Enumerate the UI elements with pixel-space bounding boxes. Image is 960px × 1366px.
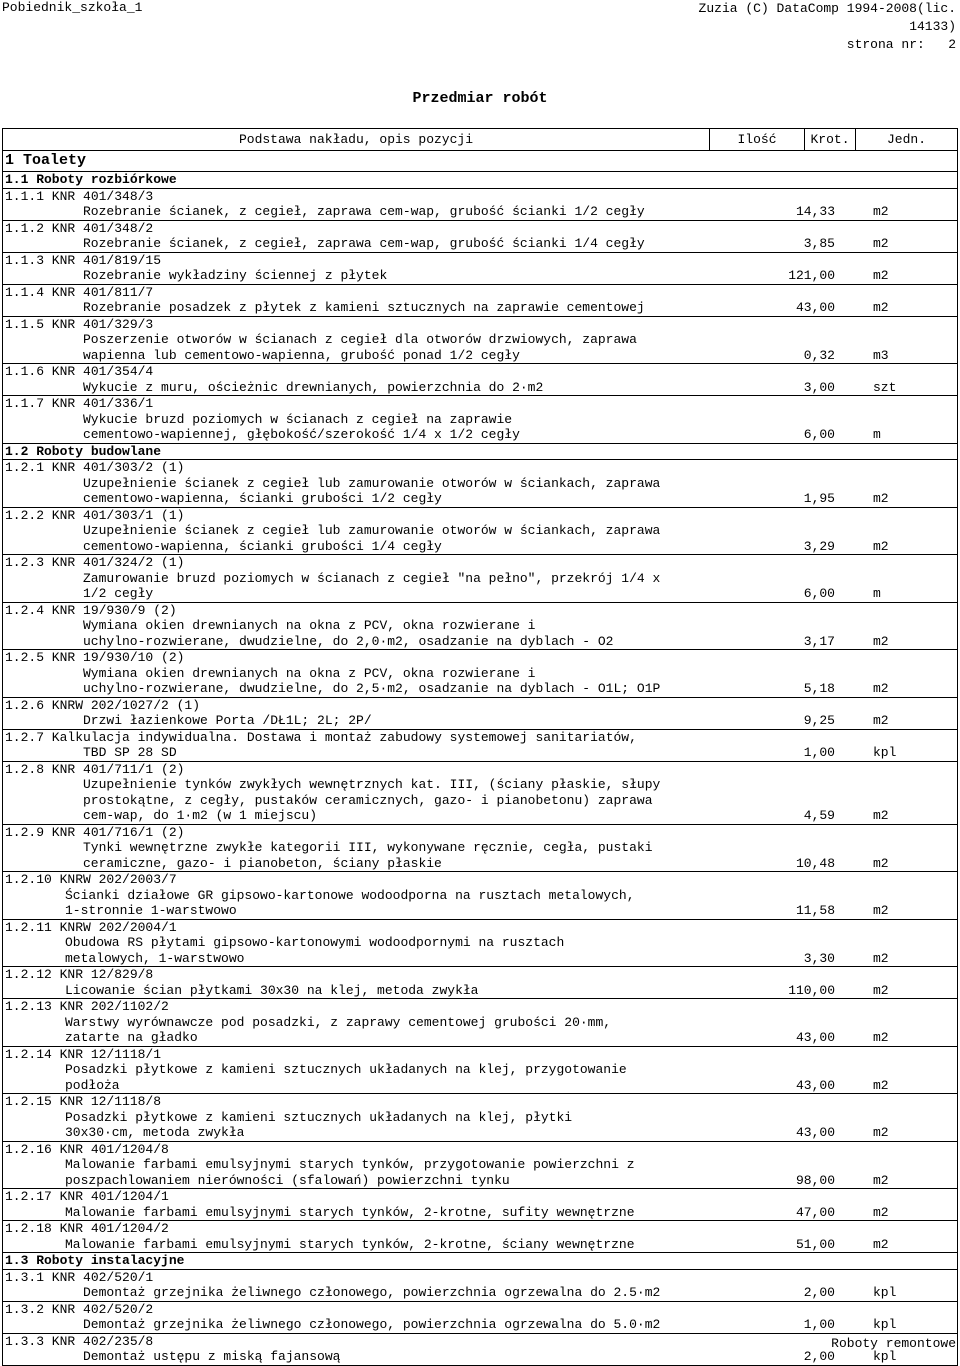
table-row [3, 396, 957, 444]
table-row [3, 1142, 957, 1190]
table-row [3, 1189, 957, 1221]
software-info: Zuzia (C) DataComp 1994-2008(lic. [698, 1, 956, 16]
item-description: Obudowa RS płytami gipsowo-kartonowymi wodoodpornymi na rusztach metalowych, 1-warstwowo [65, 935, 565, 966]
item-code: 1.2.18 KNR 401/1204/2 [5, 1221, 169, 1236]
table-row [3, 189, 957, 221]
item-unit: m2 [873, 950, 889, 966]
item-code: 1.2.6 KNRW 202/1027/2 (1) [5, 697, 201, 713]
item-description: Wykucie z muru, ościeżnic drewnianych, powierzchnia do 2·m2 [83, 379, 544, 395]
item-description: Rozebranie wykładziny ściennej z płytek [83, 268, 388, 283]
item-unit: m2 [873, 491, 889, 506]
item-description: Malowanie farbami emulsyjnymi starych tynków, 2-krotne, ściany wewnętrzne [65, 1236, 635, 1252]
item-quantity: 1,00 [803, 1317, 835, 1332]
item-code: 1.2.5 KNR 19/930/10 (2) [5, 650, 185, 665]
item-quantity: 11,58 [795, 903, 835, 918]
item-code: 1.1.4 KNR 401/811/7 [5, 284, 154, 300]
column-description: Podstawa nakładu, opis pozycji [3, 129, 710, 150]
item-unit: m2 [873, 236, 889, 251]
item-description: Uzupełnienie ścianek z cegieł lub zamurowanie otworów w ściankach, zaprawa cementowo-wapienna, ścianki grubości 1/2 cegły [83, 475, 661, 506]
item-code: 1.2.8 KNR 401/711/1 (2) [5, 761, 185, 777]
item-code: 1.2.1 KNR 401/303/2 (1) [5, 460, 185, 475]
item-quantity: 121,00 [788, 268, 835, 283]
item-description: Posadzki płytkowe z kamieni sztucznych układanych na klej, przygotowanie podłoża [65, 1062, 627, 1093]
item-quantity: 2,00 [803, 1285, 835, 1300]
item-unit: m2 [873, 268, 889, 283]
item-quantity: 5,18 [803, 681, 835, 696]
item-quantity: 43,00 [795, 300, 835, 315]
item-quantity: 51,00 [795, 1236, 835, 1252]
table-row [3, 1047, 957, 1095]
item-code: 1.1.1 KNR 401/348/3 [5, 188, 154, 204]
item-code: 1.1.2 KNR 401/348/2 [5, 220, 154, 236]
item-code: 1.1.3 KNR 401/819/15 [5, 252, 162, 268]
item-quantity: 110,00 [788, 982, 835, 998]
table-row [3, 603, 957, 651]
table-row [3, 1221, 957, 1253]
group-heading: 1.2 Roboty budowlane [3, 444, 957, 461]
groups-container [3, 172, 957, 1366]
item-unit: m [873, 427, 881, 442]
item-description: Tynki wewnętrzne zwykłe kategorii III, wykonywane ręcznie, cegła, pustaki ceramiczne, gazo- i pianobeton, ściany płaskie [83, 840, 653, 871]
item-code: 1.2.4 KNR 19/930/9 (2) [5, 602, 177, 618]
item-description: Demontaż ustępu z miską fajansową [83, 1349, 341, 1364]
item-unit: kpl [873, 1285, 897, 1300]
item-unit: m2 [873, 1125, 889, 1140]
item-unit: kpl [873, 745, 897, 760]
item-description: Warstwy wyrównawcze pod posadzki, z zaprawy cementowej grubości 20·mm, zatarte na gładko [65, 1014, 612, 1045]
item-quantity: 3,17 [803, 633, 835, 649]
item-code: 1.2.2 KNR 401/303/1 (1) [5, 507, 185, 523]
table-row [3, 508, 957, 556]
item-code: 1.2.3 KNR 401/324/2 (1) [5, 555, 185, 570]
table-row [3, 872, 957, 920]
column-unit: Jedn. [886, 132, 926, 147]
item-quantity: 2,00 [803, 1349, 835, 1364]
document-name: Pobiednik_szkoła_1 [2, 0, 143, 15]
column-header-row [3, 129, 957, 151]
table-row [3, 920, 957, 968]
item-code: 1.2.12 KNR 12/829/8 [5, 967, 154, 982]
item-description: TBD SP 28 SD [83, 745, 177, 760]
table-row [3, 364, 957, 396]
item-unit: m2 [873, 1204, 889, 1220]
item-unit: m [873, 586, 881, 601]
item-code: 1.2.16 KNR 401/1204/8 [5, 1141, 169, 1157]
item-code: 1.2.7 Kalkulacja indywidualna. Dostawa i montaż zabudowy systemowej sanitariatów, [5, 729, 637, 745]
item-description: Posadzki płytkowe z kamieni sztucznych układanych na klej, płytki 30x30·cm, metoda zwykła [65, 1109, 573, 1140]
footer-label: Roboty remontowe [831, 1336, 956, 1351]
section-heading: 1 Toalety [3, 151, 957, 172]
item-quantity: 0,32 [803, 347, 835, 363]
item-quantity: 1,95 [803, 491, 835, 506]
item-description: Demontaż grzejnika żeliwnego członowego, powierzchnia ogrzewalna do 2.5·m2 [83, 1285, 661, 1300]
item-unit: m2 [873, 808, 889, 823]
table-row [3, 285, 957, 317]
estimate-table [2, 128, 958, 1366]
item-quantity: 6,00 [803, 427, 835, 442]
column-quantity: Ilość [710, 129, 805, 150]
item-code: 1.3.1 KNR 402/520/1 [5, 1269, 154, 1285]
item-quantity: 3,30 [803, 950, 835, 966]
item-unit: m2 [873, 1030, 889, 1045]
item-unit: m2 [873, 681, 889, 696]
item-quantity: 9,25 [803, 713, 835, 728]
table-row [3, 253, 957, 285]
item-code: 1.1.5 KNR 401/329/3 [5, 316, 154, 332]
item-quantity: 43,00 [795, 1030, 835, 1045]
item-quantity: 98,00 [795, 1172, 835, 1188]
table-row [3, 460, 957, 508]
item-code: 1.1.7 KNR 401/336/1 [5, 396, 154, 411]
item-description: Zamurowanie bruzd poziomych w ścianach z cegieł "na pełno", przekrój 1/4 x 1/2 cegły [83, 570, 661, 601]
item-quantity: 47,00 [795, 1204, 835, 1220]
table-row [3, 825, 957, 873]
table-row [3, 1302, 957, 1334]
item-quantity: 43,00 [795, 1125, 835, 1140]
item-unit: m2 [873, 204, 889, 219]
item-quantity: 43,00 [795, 1077, 835, 1093]
table-row [3, 1094, 957, 1142]
table-row [3, 999, 957, 1047]
table-row [3, 698, 957, 730]
item-description: Rozebranie posadzek z płytek z kamieni sztucznych na zaprawie cementowej [83, 300, 645, 315]
item-unit: m2 [873, 1172, 889, 1188]
item-code: 1.3.2 KNR 402/520/2 [5, 1301, 154, 1317]
item-unit: m2 [873, 713, 889, 728]
item-quantity: 3,00 [803, 379, 835, 395]
item-quantity: 6,00 [803, 586, 835, 601]
item-unit: kpl [873, 1317, 897, 1332]
column-krot: Krot. [805, 129, 856, 150]
item-description: Demontaż grzejnika żeliwnego członowego, powierzchnia ogrzewalna do 5.0·m2 [83, 1317, 661, 1332]
item-code: 1.3.3 KNR 402/235/8 [5, 1333, 154, 1349]
item-code: 1.2.11 KNRW 202/2004/1 [5, 919, 177, 935]
page-number: strona nr: 2 [846, 37, 956, 52]
item-code: 1.2.10 KNRW 202/2003/7 [5, 872, 177, 887]
item-description: Ścianki działowe GR gipsowo-kartonowe wodoodporna na rusztach metalowych, 1-stronnie 1-warstwowo [65, 887, 635, 918]
item-description: Wymiana okien drewnianych na okna z PCV, okna rozwierane i uchylno-rozwierane, dwudzielne, do 2,0·m2, osadzanie na dyblach - O2 [83, 618, 614, 649]
table-row [3, 967, 957, 999]
item-description: Malowanie farbami emulsyjnymi starych tynków, przygotowanie powierzchni z poszpachlowaniem nierówności (sfalowań) powierzchni tynku [65, 1157, 635, 1188]
item-unit: m2 [873, 538, 889, 554]
item-unit: m2 [873, 982, 889, 998]
page-title: Przedmiar robót [412, 90, 548, 107]
item-description: Wykucie bruzd poziomych w ścianach z cegieł na zaprawie cementowo-wapiennej, głębokość/szerokość 1/4 x 1/2 cegły [83, 411, 520, 442]
item-code: 1.2.17 KNR 401/1204/1 [5, 1189, 169, 1204]
item-unit: kpl [873, 1349, 897, 1364]
table-row [3, 555, 957, 603]
item-description: Uzupełnienie tynków zwykłych wewnętrznych kat. III, (ściany płaskie, słupy prostokątne, z cegły, pustaków ceramicznych, gazo- i pianobetonu) zaprawa cem-wap, do 1·m2 (w 1 miejscu) [83, 777, 661, 823]
item-unit: m2 [873, 633, 889, 649]
item-description: Rozebranie ścianek, z cegieł, zaprawa cem-wap, grubość ścianki 1/2 cegły [83, 204, 645, 219]
item-unit: m2 [873, 855, 889, 871]
item-quantity: 10,48 [795, 855, 835, 871]
item-description: Poszerzenie otworów w ścianach z cegieł dla otworów drzwiowych, zaprawa wapienna lub cementowo-wapienna, grubość ponad 1/2 cegły [83, 332, 637, 363]
header-info [699, 0, 956, 54]
table-row [3, 650, 957, 698]
item-code: 1.2.9 KNR 401/716/1 (2) [5, 824, 185, 840]
item-quantity: 14,33 [795, 204, 835, 219]
item-unit: m2 [873, 903, 889, 918]
item-code: 1.2.13 KNR 202/1102/2 [5, 999, 169, 1014]
item-description: Malowanie farbami emulsyjnymi starych tynków, 2-krotne, sufity wewnętrzne [65, 1204, 635, 1220]
table-row [3, 221, 957, 253]
item-unit: m2 [873, 300, 889, 315]
item-unit: m2 [873, 1077, 889, 1093]
item-code: 1.2.15 KNR 12/1118/8 [5, 1094, 162, 1109]
table-row [3, 762, 957, 825]
item-description: Wymiana okien drewnianych na okna z PCV, okna rozwierane i uchylno-rozwierane, dwudzielne, do 2,5·m2, osadzanie na dyblach - O1L; O1P [83, 665, 661, 696]
item-code: 1.2.14 KNR 12/1118/1 [5, 1046, 162, 1062]
item-quantity: 1,00 [803, 745, 835, 760]
item-description: Drzwi łazienkowe Porta /DŁ1L; 2L; 2P/ [83, 713, 372, 728]
item-quantity: 3,85 [803, 236, 835, 251]
group-heading: 1.1 Roboty rozbiórkowe [3, 172, 957, 189]
item-unit: m3 [873, 347, 889, 363]
table-row [3, 1270, 957, 1302]
item-description: Licowanie ścian płytkami 30x30 na klej, metoda zwykła [65, 982, 479, 998]
item-description: Rozebranie ścianek, z cegieł, zaprawa cem-wap, grubość ścianki 1/4 cegły [83, 236, 645, 251]
item-code: 1.1.6 KNR 401/354/4 [5, 364, 154, 379]
table-row [3, 730, 957, 762]
license-info: 14133) [909, 19, 956, 34]
table-row [3, 317, 957, 365]
group-heading: 1.3 Roboty instalacyjne [3, 1253, 957, 1270]
item-unit: m2 [873, 1236, 889, 1252]
table-row [3, 1334, 957, 1366]
item-description: Uzupełnienie ścianek z cegieł lub zamurowanie otworów w ściankach, zaprawa cementowo-wapienna, ścianki grubości 1/4 cegły [83, 523, 661, 554]
item-quantity: 3,29 [803, 538, 835, 554]
item-unit: szt [873, 379, 897, 395]
item-quantity: 4,59 [803, 808, 835, 823]
